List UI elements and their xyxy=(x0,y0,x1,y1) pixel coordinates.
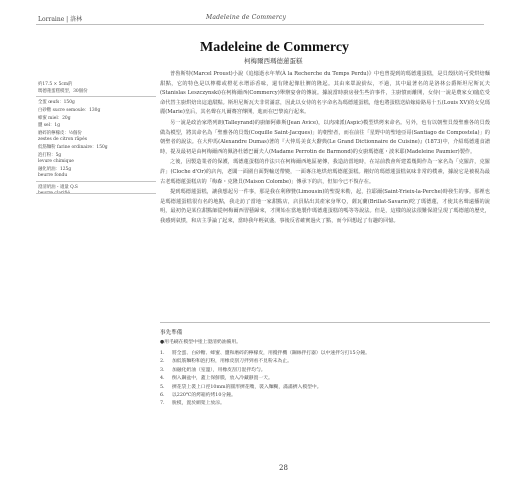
step-item xyxy=(160,350,490,358)
ingredient-name: 低筋麵粉 farine ordinaire：150g xyxy=(38,145,108,151)
ingredient-list xyxy=(38,100,158,181)
step-number: 6. xyxy=(160,393,165,399)
step-number: 5. xyxy=(160,384,165,390)
ingredient-french: zestes de citron râpés xyxy=(38,137,87,143)
step-text: 擠花袋上裝上口徑10mm的圓形擠花嘴，裝入麵糊，滿滿擠入模型中。 xyxy=(172,384,322,390)
ingredient-item xyxy=(38,153,158,165)
ingredient-item xyxy=(38,131,158,143)
ingredient-item xyxy=(38,108,158,114)
ingredient-item xyxy=(38,145,158,151)
ingredient-name: 泡打粉：5g xyxy=(38,152,62,158)
body-paragraph: 之後，因製造業者的保護，瑪德蓮蛋糕的作法只在柯梅爾西地區祕傳，我造訪當地時，在站前教會所建蓋幾間作為一家名為「克羅許，克羅許」(Cloche d'Or)的店內，老闆一面圍自面對輸送帶變，一面專注地烘焙瑪德蓮蛋糕。剛好的瑪德蓮蛋糕氣味非常的樸素，據說它是被視為最古老瑪德蓮蛋糕店的「梅森・克隆貝(Maison Colombe)」傳承下的店，但如今已不復存在。 xyxy=(160,159,490,185)
step-text: 加融化奶油（室溫），用橡皮刮刀混拌均勻。 xyxy=(172,367,266,373)
body-text xyxy=(160,70,490,228)
ingredient-name: 全蛋 œufs：150g xyxy=(38,100,75,105)
recipe-title: Madeleine de Commercy xyxy=(200,40,350,55)
step-item xyxy=(160,367,490,375)
ingredient-item xyxy=(38,167,158,179)
step-item xyxy=(160,358,490,366)
step-text: 脫模，置於網架上放涼。 xyxy=(172,401,225,407)
step-text: 以220℃的烤箱約烤10分鐘。 xyxy=(172,393,236,399)
ingredient-name: 白砂糖 sucre semoule：130g xyxy=(38,107,101,113)
ingredient-item xyxy=(38,100,158,106)
step-item xyxy=(160,375,490,383)
sidebar-rule xyxy=(36,193,156,194)
ingredient-french: beurre fondu xyxy=(38,173,68,179)
sidebar-rule xyxy=(36,181,156,182)
equipment-list xyxy=(38,185,78,197)
ingredient-item xyxy=(38,123,158,129)
step-item xyxy=(160,400,490,408)
prep-note: ●用毛刷在模型中塗上澄清奶油備用。 xyxy=(160,340,241,345)
ingredient-name: 融化奶油：125g xyxy=(38,166,72,172)
page-number: 28 xyxy=(279,464,288,472)
header-rule xyxy=(36,24,484,25)
step-number: 2. xyxy=(160,359,165,365)
step-text: 倒入鋼盆中，蓋上保鮮膜，放入冷藏靜置一天。 xyxy=(172,376,273,382)
recipe-subtitle: 柯梅爾西瑪德蓮蛋糕 xyxy=(244,57,303,65)
ingredient-item xyxy=(38,116,158,122)
step-item xyxy=(160,384,490,392)
running-title: Madeleine de Commercy xyxy=(206,14,287,21)
section-header: Lorraine | 洛林 xyxy=(38,16,83,23)
step-number: 1. xyxy=(160,351,165,356)
step-item xyxy=(160,392,490,400)
sidebar-rule xyxy=(36,96,156,97)
body-paragraph: 提到瑪德蓮蛋糕，讓我想起另一件事，那是我在利穆贊(Limousin)的聖提米勒，起，拉耶爾(Saint-Yrieix-la-Perche)時發生的事。那裡也是瑪德蓮蛋糕很有名的地點，我走訪了當地一家甜點店，店員貼出其產家身單Ｑ，薩瓦蘭(Brillat-Savarin)吃了瑪德蓮，才使其名聲遠播的說明，最初仍是某位甜點師從柯梅爾西習藝歸來，才開始在當地製作瑪德蓮蛋糕的嗎等等說法。但是，這樣的說法很難保證呈現了瑪德蓮的歷史，我感到氣憤，和店主爭論了起來，當時我年輕氣盛，事後反省確實過火了點，而今回想起了有趣的回憶。 xyxy=(160,189,490,224)
ingredient-french: levure chimique xyxy=(38,159,74,165)
body-paragraph: 普魯斯特(Marcel Proust)小說《追憶逝水年華(À la Recherche du Temps Perdu)》中也曾提到的瑪德蓮蛋糕，是貝殼狀的可愛烘焙麵甜點，它的特色是以檸檬或橙花水增添香味，還有隆起像肚臍的隆起。其由來眾說紛紜，不過，其中最著名的是洛林公爵斯坦尼斯瓦夫(Stanislas Leszczynski)在柯梅爾西(Commercy)舉辦宴會的傳說。據說當時廚房發生些許事件，主廚憤而離開，女侍(一說是農家女)臨危受命代替主廚烘焙出這道甜點。斯坦尼斯瓦夫非常滿意，因此以女侍的名字命名為瑪德蓮蛋糕，他也將蛋糕送給嫁給路易十五(Louis XV)的女兒瑪麗(Marie)皇后，其名聲在凡爾賽宮傳開，進而在巴黎流行起來。 xyxy=(160,71,490,116)
equipment-name: 澄清奶油・適量 Q.S xyxy=(38,185,78,190)
step-number: 3. xyxy=(160,367,165,373)
step-text: 加低筋麵粉和泡打粉，用橡皮刮刀拌到看不見粉末為止。 xyxy=(172,359,292,365)
step-number: 7. xyxy=(160,401,165,407)
yield-line: 約17.5 × 5cm的 xyxy=(38,82,73,87)
section-divider xyxy=(160,322,490,323)
ingredient-name: 鹽 sel：1g xyxy=(38,123,61,129)
yield-line: 瑪德蓮蛋糕模型，30個份 xyxy=(38,88,88,94)
step-text: 將全蛋、白砂糖、蜂蜜、鹽和磨碎的檸檬皮，用攪拌機（鋼絲拌打器）以中速拌匀打15分鐘。 xyxy=(172,351,370,356)
ingredient-name: 磨碎的檸檬皮：½個份 xyxy=(38,131,82,137)
steps-heading: 事先準備 xyxy=(160,330,183,336)
body-paragraph: 另一說是政治家塔列朗(Talleyrand)的廚師阿維斯(Jean Avice)，以肉凍派(Aspic)模型烘烤來命名。另外，也有以朝聖貝殼聖雅各的貝殼做為模型，將其命名為「聖雅各的貝殼(Coquille Saint-Jacques)」的朝聖者，而在前往「星野中的聖地亞哥(Santiago de Compostela)」的朝聖者的說法。在大仲馬(Alexandre Dumas)著的『大仲馬美食大辭典(Le Grand Dictionnaire de Cuisine)』(1873)中，介紹瑪德蓮食譜時，提及最初是由柯梅爾西的佩洛杜德巴爾夫人(Madame Perrotin de Barmond)的女廚瑪德蓮・波米耶(Madeleine Paumier)製作。 xyxy=(160,119,490,155)
ingredient-name: 蜂蜜 miel：20g xyxy=(38,115,71,121)
steps-list xyxy=(160,350,490,409)
yield-info xyxy=(38,82,148,96)
step-number: 4. xyxy=(160,376,165,382)
